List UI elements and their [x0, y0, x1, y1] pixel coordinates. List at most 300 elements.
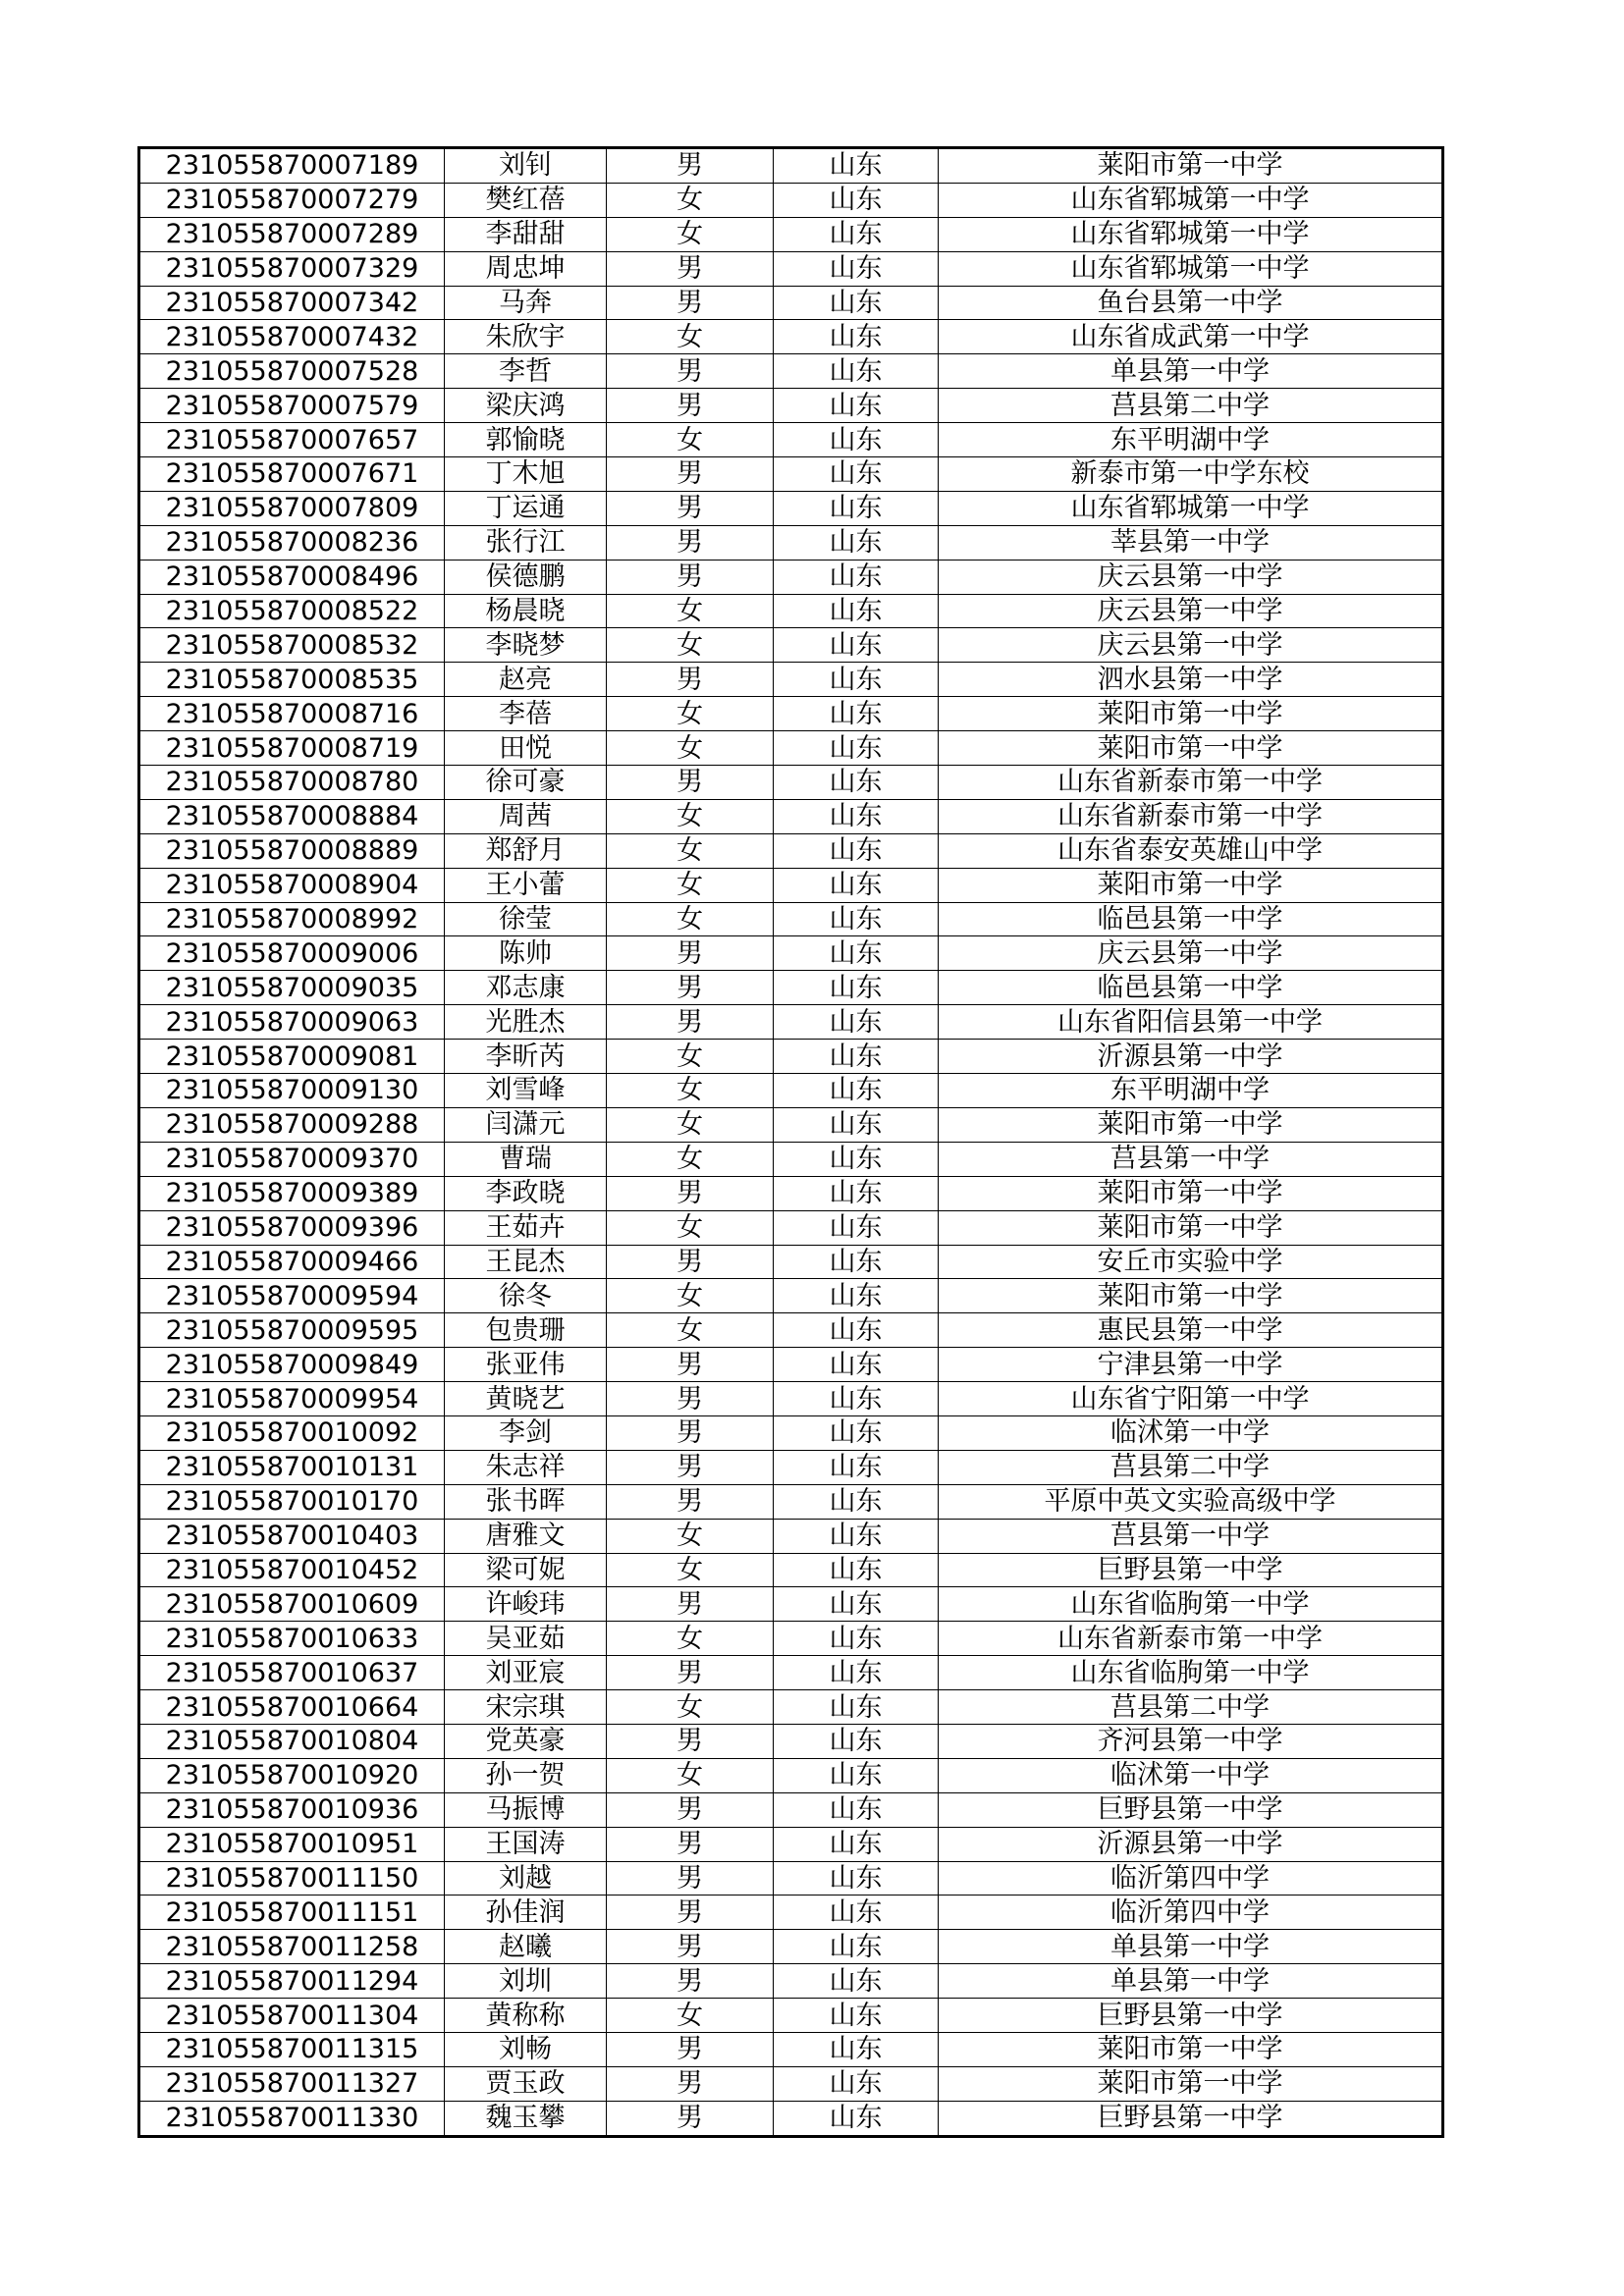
- name-cell: 黄称称: [445, 1999, 607, 2033]
- name-cell: 李哲: [445, 354, 607, 389]
- name-cell: 赵亮: [445, 663, 607, 697]
- table-row: [139, 1930, 1443, 1964]
- exam-id-cell: 231055870010092: [139, 1415, 445, 1450]
- exam-id-cell: 231055870007342: [139, 286, 445, 320]
- province-cell: 山东: [774, 1553, 939, 1587]
- exam-id-cell: 231055870011258: [139, 1930, 445, 1964]
- exam-id-cell: 231055870011327: [139, 2066, 445, 2101]
- province-cell: 山东: [774, 2032, 939, 2066]
- gender-cell: 女: [607, 1279, 774, 1313]
- province-cell: 山东: [774, 731, 939, 766]
- gender-cell: 男: [607, 1484, 774, 1519]
- province-cell: 山东: [774, 560, 939, 594]
- table-row: [139, 389, 1443, 423]
- province-cell: 山东: [774, 1724, 939, 1758]
- exam-id-cell: 231055870009288: [139, 1107, 445, 1142]
- table-row: [139, 1896, 1443, 1930]
- province-cell: 山东: [774, 1519, 939, 1553]
- province-cell: 山东: [774, 1450, 939, 1484]
- gender-cell: 男: [607, 1245, 774, 1279]
- province-cell: 山东: [774, 1348, 939, 1382]
- gender-cell: 女: [607, 1107, 774, 1142]
- name-cell: 徐冬: [445, 1279, 607, 1313]
- gender-cell: 女: [607, 183, 774, 217]
- school-cell: 安丘市实验中学: [939, 1245, 1443, 1279]
- school-cell: 莱阳市第一中学: [939, 731, 1443, 766]
- table-row: [139, 868, 1443, 902]
- province-cell: 山东: [774, 1792, 939, 1827]
- table-row: [139, 902, 1443, 936]
- table-row: [139, 1724, 1443, 1758]
- province-cell: 山东: [774, 1176, 939, 1210]
- gender-cell: 女: [607, 423, 774, 457]
- school-cell: 山东省郓城第一中学: [939, 251, 1443, 286]
- exam-id-cell: 231055870011294: [139, 1964, 445, 1999]
- table-row: [139, 1040, 1443, 1074]
- name-cell: 党英豪: [445, 1724, 607, 1758]
- gender-cell: 男: [607, 936, 774, 971]
- school-cell: 宁津县第一中学: [939, 1348, 1443, 1382]
- name-cell: 马振博: [445, 1792, 607, 1827]
- name-cell: 杨晨晓: [445, 594, 607, 628]
- exam-id-cell: 231055870010664: [139, 1690, 445, 1725]
- table-row: [139, 1792, 1443, 1827]
- province-cell: 山东: [774, 799, 939, 833]
- name-cell: 李剑: [445, 1415, 607, 1450]
- table-row: [139, 1074, 1443, 1108]
- school-cell: 莘县第一中学: [939, 525, 1443, 560]
- table-row: [139, 799, 1443, 833]
- school-cell: 惠民县第一中学: [939, 1313, 1443, 1348]
- gender-cell: 女: [607, 1758, 774, 1792]
- gender-cell: 男: [607, 457, 774, 492]
- province-cell: 山东: [774, 1587, 939, 1622]
- gender-cell: 男: [607, 971, 774, 1005]
- gender-cell: 女: [607, 217, 774, 251]
- table-row: [139, 663, 1443, 697]
- table-row: [139, 1519, 1443, 1553]
- name-cell: 黄晓艺: [445, 1382, 607, 1416]
- school-cell: 巨野县第一中学: [939, 1792, 1443, 1827]
- exam-id-cell: 231055870008992: [139, 902, 445, 936]
- name-cell: 闫潇元: [445, 1107, 607, 1142]
- name-cell: 李晓梦: [445, 628, 607, 663]
- exam-id-cell: 231055870009466: [139, 1245, 445, 1279]
- province-cell: 山东: [774, 1382, 939, 1416]
- province-cell: 山东: [774, 251, 939, 286]
- table-row: [139, 766, 1443, 800]
- exam-id-cell: 231055870010920: [139, 1758, 445, 1792]
- province-cell: 山东: [774, 1074, 939, 1108]
- province-cell: 山东: [774, 628, 939, 663]
- name-cell: 侯德鹏: [445, 560, 607, 594]
- school-cell: 莱阳市第一中学: [939, 697, 1443, 731]
- name-cell: 王茹卉: [445, 1210, 607, 1245]
- school-cell: 临沭第一中学: [939, 1758, 1443, 1792]
- name-cell: 李甜甜: [445, 217, 607, 251]
- exam-id-cell: 231055870007432: [139, 320, 445, 354]
- exam-id-cell: 231055870009594: [139, 1279, 445, 1313]
- name-cell: 郑舒月: [445, 833, 607, 868]
- gender-cell: 男: [607, 148, 774, 184]
- name-cell: 王小蕾: [445, 868, 607, 902]
- school-cell: 莱阳市第一中学: [939, 2032, 1443, 2066]
- province-cell: 山东: [774, 286, 939, 320]
- name-cell: 孙佳润: [445, 1896, 607, 1930]
- exam-id-cell: 231055870009130: [139, 1074, 445, 1108]
- name-cell: 梁可妮: [445, 1553, 607, 1587]
- name-cell: 张书晖: [445, 1484, 607, 1519]
- school-cell: 巨野县第一中学: [939, 2101, 1443, 2136]
- table-row: [139, 183, 1443, 217]
- school-cell: 单县第一中学: [939, 354, 1443, 389]
- school-cell: 巨野县第一中学: [939, 1999, 1443, 2033]
- exam-id-cell: 231055870009595: [139, 1313, 445, 1348]
- gender-cell: 男: [607, 2066, 774, 2101]
- exam-id-cell: 231055870007579: [139, 389, 445, 423]
- gender-cell: 男: [607, 1861, 774, 1896]
- province-cell: 山东: [774, 354, 939, 389]
- gender-cell: 男: [607, 766, 774, 800]
- exam-id-cell: 231055870010170: [139, 1484, 445, 1519]
- exam-id-cell: 231055870008884: [139, 799, 445, 833]
- province-cell: 山东: [774, 389, 939, 423]
- school-cell: 齐河县第一中学: [939, 1724, 1443, 1758]
- table-row: [139, 1382, 1443, 1416]
- exam-id-cell: 231055870011304: [139, 1999, 445, 2033]
- province-cell: 山东: [774, 320, 939, 354]
- school-cell: 山东省临朐第一中学: [939, 1656, 1443, 1690]
- province-cell: 山东: [774, 1827, 939, 1861]
- school-cell: 临邑县第一中学: [939, 902, 1443, 936]
- gender-cell: 男: [607, 1415, 774, 1450]
- gender-cell: 女: [607, 1519, 774, 1553]
- name-cell: 王昆杰: [445, 1245, 607, 1279]
- school-cell: 莱阳市第一中学: [939, 1107, 1443, 1142]
- name-cell: 刘亚宸: [445, 1656, 607, 1690]
- table-row: [139, 1279, 1443, 1313]
- exam-id-cell: 231055870009370: [139, 1142, 445, 1176]
- name-cell: 吴亚茹: [445, 1622, 607, 1656]
- school-cell: 莱阳市第一中学: [939, 868, 1443, 902]
- name-cell: 周茜: [445, 799, 607, 833]
- gender-cell: 女: [607, 799, 774, 833]
- province-cell: 山东: [774, 1484, 939, 1519]
- table-row: [139, 2066, 1443, 2101]
- gender-cell: 男: [607, 1348, 774, 1382]
- gender-cell: 女: [607, 868, 774, 902]
- table-row: [139, 1005, 1443, 1040]
- name-cell: 朱欣宇: [445, 320, 607, 354]
- gender-cell: 女: [607, 1210, 774, 1245]
- name-cell: 朱志祥: [445, 1450, 607, 1484]
- exam-id-cell: 231055870007657: [139, 423, 445, 457]
- school-cell: 平原中英文实验高级中学: [939, 1484, 1443, 1519]
- table-row: [139, 594, 1443, 628]
- gender-cell: 女: [607, 1142, 774, 1176]
- gender-cell: 男: [607, 251, 774, 286]
- province-cell: 山东: [774, 902, 939, 936]
- school-cell: 山东省郓城第一中学: [939, 217, 1443, 251]
- school-cell: 庆云县第一中学: [939, 560, 1443, 594]
- gender-cell: 男: [607, 1964, 774, 1999]
- exam-id-cell: 231055870009396: [139, 1210, 445, 1245]
- name-cell: 丁木旭: [445, 457, 607, 492]
- name-cell: 郭愉晓: [445, 423, 607, 457]
- province-cell: 山东: [774, 1896, 939, 1930]
- gender-cell: 男: [607, 525, 774, 560]
- name-cell: 张行江: [445, 525, 607, 560]
- student-list-table: [137, 146, 1444, 2138]
- exam-id-cell: 231055870007189: [139, 148, 445, 184]
- table-row: [139, 1313, 1443, 1348]
- exam-id-cell: 231055870008236: [139, 525, 445, 560]
- table-row: [139, 833, 1443, 868]
- exam-id-cell: 231055870008889: [139, 833, 445, 868]
- exam-id-cell: 231055870008719: [139, 731, 445, 766]
- province-cell: 山东: [774, 423, 939, 457]
- province-cell: 山东: [774, 1758, 939, 1792]
- name-cell: 徐可豪: [445, 766, 607, 800]
- school-cell: 莒县第二中学: [939, 1450, 1443, 1484]
- gender-cell: 女: [607, 1690, 774, 1725]
- school-cell: 庆云县第一中学: [939, 594, 1443, 628]
- table-row: [139, 971, 1443, 1005]
- school-cell: 单县第一中学: [939, 1930, 1443, 1964]
- gender-cell: 男: [607, 1656, 774, 1690]
- table-row: [139, 731, 1443, 766]
- gender-cell: 男: [607, 1587, 774, 1622]
- province-cell: 山东: [774, 457, 939, 492]
- province-cell: 山东: [774, 1279, 939, 1313]
- table-row: [139, 148, 1443, 184]
- exam-id-cell: 231055870009389: [139, 1176, 445, 1210]
- school-cell: 山东省临朐第一中学: [939, 1587, 1443, 1622]
- gender-cell: 男: [607, 1724, 774, 1758]
- gender-cell: 男: [607, 1827, 774, 1861]
- gender-cell: 男: [607, 1792, 774, 1827]
- province-cell: 山东: [774, 1415, 939, 1450]
- province-cell: 山东: [774, 833, 939, 868]
- exam-id-cell: 231055870007809: [139, 491, 445, 525]
- exam-id-cell: 231055870008780: [139, 766, 445, 800]
- school-cell: 莒县第二中学: [939, 389, 1443, 423]
- table-row: [139, 1415, 1443, 1450]
- name-cell: 刘钊: [445, 148, 607, 184]
- gender-cell: 男: [607, 1005, 774, 1040]
- school-cell: 山东省郓城第一中学: [939, 183, 1443, 217]
- gender-cell: 男: [607, 2032, 774, 2066]
- table-row: [139, 1553, 1443, 1587]
- province-cell: 山东: [774, 697, 939, 731]
- province-cell: 山东: [774, 148, 939, 184]
- exam-id-cell: 231055870010633: [139, 1622, 445, 1656]
- province-cell: 山东: [774, 971, 939, 1005]
- exam-id-cell: 231055870008496: [139, 560, 445, 594]
- name-cell: 田悦: [445, 731, 607, 766]
- school-cell: 临沂第四中学: [939, 1861, 1443, 1896]
- table-row: [139, 525, 1443, 560]
- gender-cell: 男: [607, 354, 774, 389]
- province-cell: 山东: [774, 1040, 939, 1074]
- table-row: [139, 697, 1443, 731]
- school-cell: 单县第一中学: [939, 1964, 1443, 1999]
- name-cell: 许峻玮: [445, 1587, 607, 1622]
- name-cell: 马奔: [445, 286, 607, 320]
- province-cell: 山东: [774, 2066, 939, 2101]
- table-row: [139, 560, 1443, 594]
- province-cell: 山东: [774, 1313, 939, 1348]
- exam-id-cell: 231055870008904: [139, 868, 445, 902]
- name-cell: 孙一贺: [445, 1758, 607, 1792]
- gender-cell: 女: [607, 833, 774, 868]
- gender-cell: 男: [607, 286, 774, 320]
- province-cell: 山东: [774, 183, 939, 217]
- school-cell: 莒县第一中学: [939, 1519, 1443, 1553]
- school-cell: 莱阳市第一中学: [939, 1176, 1443, 1210]
- exam-id-cell: 231055870009035: [139, 971, 445, 1005]
- name-cell: 刘雪峰: [445, 1074, 607, 1108]
- name-cell: 王国涛: [445, 1827, 607, 1861]
- province-cell: 山东: [774, 1656, 939, 1690]
- gender-cell: 男: [607, 1896, 774, 1930]
- exam-id-cell: 231055870008535: [139, 663, 445, 697]
- province-cell: 山东: [774, 525, 939, 560]
- name-cell: 梁庆鸿: [445, 389, 607, 423]
- exam-id-cell: 231055870011315: [139, 2032, 445, 2066]
- table-row: [139, 1861, 1443, 1896]
- table-body: [139, 148, 1443, 2137]
- gender-cell: 男: [607, 389, 774, 423]
- exam-id-cell: 231055870010609: [139, 1587, 445, 1622]
- province-cell: 山东: [774, 1005, 939, 1040]
- school-cell: 山东省郓城第一中学: [939, 491, 1443, 525]
- school-cell: 山东省成武第一中学: [939, 320, 1443, 354]
- exam-id-cell: 231055870007289: [139, 217, 445, 251]
- table-row: [139, 1176, 1443, 1210]
- school-cell: 新泰市第一中学东校: [939, 457, 1443, 492]
- table-row: [139, 423, 1443, 457]
- province-cell: 山东: [774, 868, 939, 902]
- name-cell: 曹瑞: [445, 1142, 607, 1176]
- exam-id-cell: 231055870010637: [139, 1656, 445, 1690]
- table-row: [139, 2032, 1443, 2066]
- province-cell: 山东: [774, 1930, 939, 1964]
- exam-id-cell: 231055870007528: [139, 354, 445, 389]
- gender-cell: 女: [607, 1074, 774, 1108]
- exam-id-cell: 231055870009849: [139, 1348, 445, 1382]
- school-cell: 庆云县第一中学: [939, 628, 1443, 663]
- province-cell: 山东: [774, 766, 939, 800]
- school-cell: 临沂第四中学: [939, 1896, 1443, 1930]
- province-cell: 山东: [774, 1142, 939, 1176]
- table-row: [139, 1484, 1443, 1519]
- school-cell: 莒县第一中学: [939, 1142, 1443, 1176]
- school-cell: 山东省泰安英雄山中学: [939, 833, 1443, 868]
- gender-cell: 女: [607, 594, 774, 628]
- exam-id-cell: 231055870010131: [139, 1450, 445, 1484]
- school-cell: 莱阳市第一中学: [939, 2066, 1443, 2101]
- gender-cell: 女: [607, 1313, 774, 1348]
- table-row: [139, 1348, 1443, 1382]
- province-cell: 山东: [774, 1690, 939, 1725]
- province-cell: 山东: [774, 1964, 939, 1999]
- table-row: [139, 320, 1443, 354]
- province-cell: 山东: [774, 1107, 939, 1142]
- exam-id-cell: 231055870009063: [139, 1005, 445, 1040]
- name-cell: 刘圳: [445, 1964, 607, 1999]
- exam-id-cell: 231055870011151: [139, 1896, 445, 1930]
- province-cell: 山东: [774, 594, 939, 628]
- school-cell: 泗水县第一中学: [939, 663, 1443, 697]
- name-cell: 包贵珊: [445, 1313, 607, 1348]
- table-row: [139, 1690, 1443, 1725]
- province-cell: 山东: [774, 217, 939, 251]
- name-cell: 樊红蓓: [445, 183, 607, 217]
- gender-cell: 女: [607, 902, 774, 936]
- province-cell: 山东: [774, 1622, 939, 1656]
- province-cell: 山东: [774, 1245, 939, 1279]
- school-cell: 沂源县第一中学: [939, 1827, 1443, 1861]
- name-cell: 刘越: [445, 1861, 607, 1896]
- name-cell: 刘畅: [445, 2032, 607, 2066]
- school-cell: 临沭第一中学: [939, 1415, 1443, 1450]
- exam-id-cell: 231055870010951: [139, 1827, 445, 1861]
- table-row: [139, 628, 1443, 663]
- school-cell: 鱼台县第一中学: [939, 286, 1443, 320]
- table-row: [139, 2101, 1443, 2136]
- name-cell: 光胜杰: [445, 1005, 607, 1040]
- table-row: [139, 1107, 1443, 1142]
- name-cell: 张亚伟: [445, 1348, 607, 1382]
- gender-cell: 男: [607, 1382, 774, 1416]
- gender-cell: 女: [607, 1999, 774, 2033]
- school-cell: 临邑县第一中学: [939, 971, 1443, 1005]
- table-row: [139, 491, 1443, 525]
- school-cell: 山东省新泰市第一中学: [939, 1622, 1443, 1656]
- table-row: [139, 1210, 1443, 1245]
- gender-cell: 女: [607, 1040, 774, 1074]
- table-row: [139, 251, 1443, 286]
- school-cell: 莒县第二中学: [939, 1690, 1443, 1725]
- gender-cell: 男: [607, 560, 774, 594]
- school-cell: 沂源县第一中学: [939, 1040, 1443, 1074]
- province-cell: 山东: [774, 2101, 939, 2136]
- table-row: [139, 217, 1443, 251]
- exam-id-cell: 231055870007329: [139, 251, 445, 286]
- school-cell: 东平明湖中学: [939, 423, 1443, 457]
- name-cell: 李政晓: [445, 1176, 607, 1210]
- gender-cell: 男: [607, 663, 774, 697]
- gender-cell: 女: [607, 628, 774, 663]
- school-cell: 山东省阳信县第一中学: [939, 1005, 1443, 1040]
- gender-cell: 男: [607, 1930, 774, 1964]
- province-cell: 山东: [774, 936, 939, 971]
- name-cell: 陈帅: [445, 936, 607, 971]
- gender-cell: 男: [607, 491, 774, 525]
- province-cell: 山东: [774, 663, 939, 697]
- school-cell: 莱阳市第一中学: [939, 148, 1443, 184]
- school-cell: 莱阳市第一中学: [939, 1210, 1443, 1245]
- table-row: [139, 1587, 1443, 1622]
- exam-id-cell: 231055870008522: [139, 594, 445, 628]
- table-row: [139, 1758, 1443, 1792]
- gender-cell: 男: [607, 2101, 774, 2136]
- school-cell: 东平明湖中学: [939, 1074, 1443, 1108]
- exam-id-cell: 231055870008716: [139, 697, 445, 731]
- province-cell: 山东: [774, 1210, 939, 1245]
- table-row: [139, 1827, 1443, 1861]
